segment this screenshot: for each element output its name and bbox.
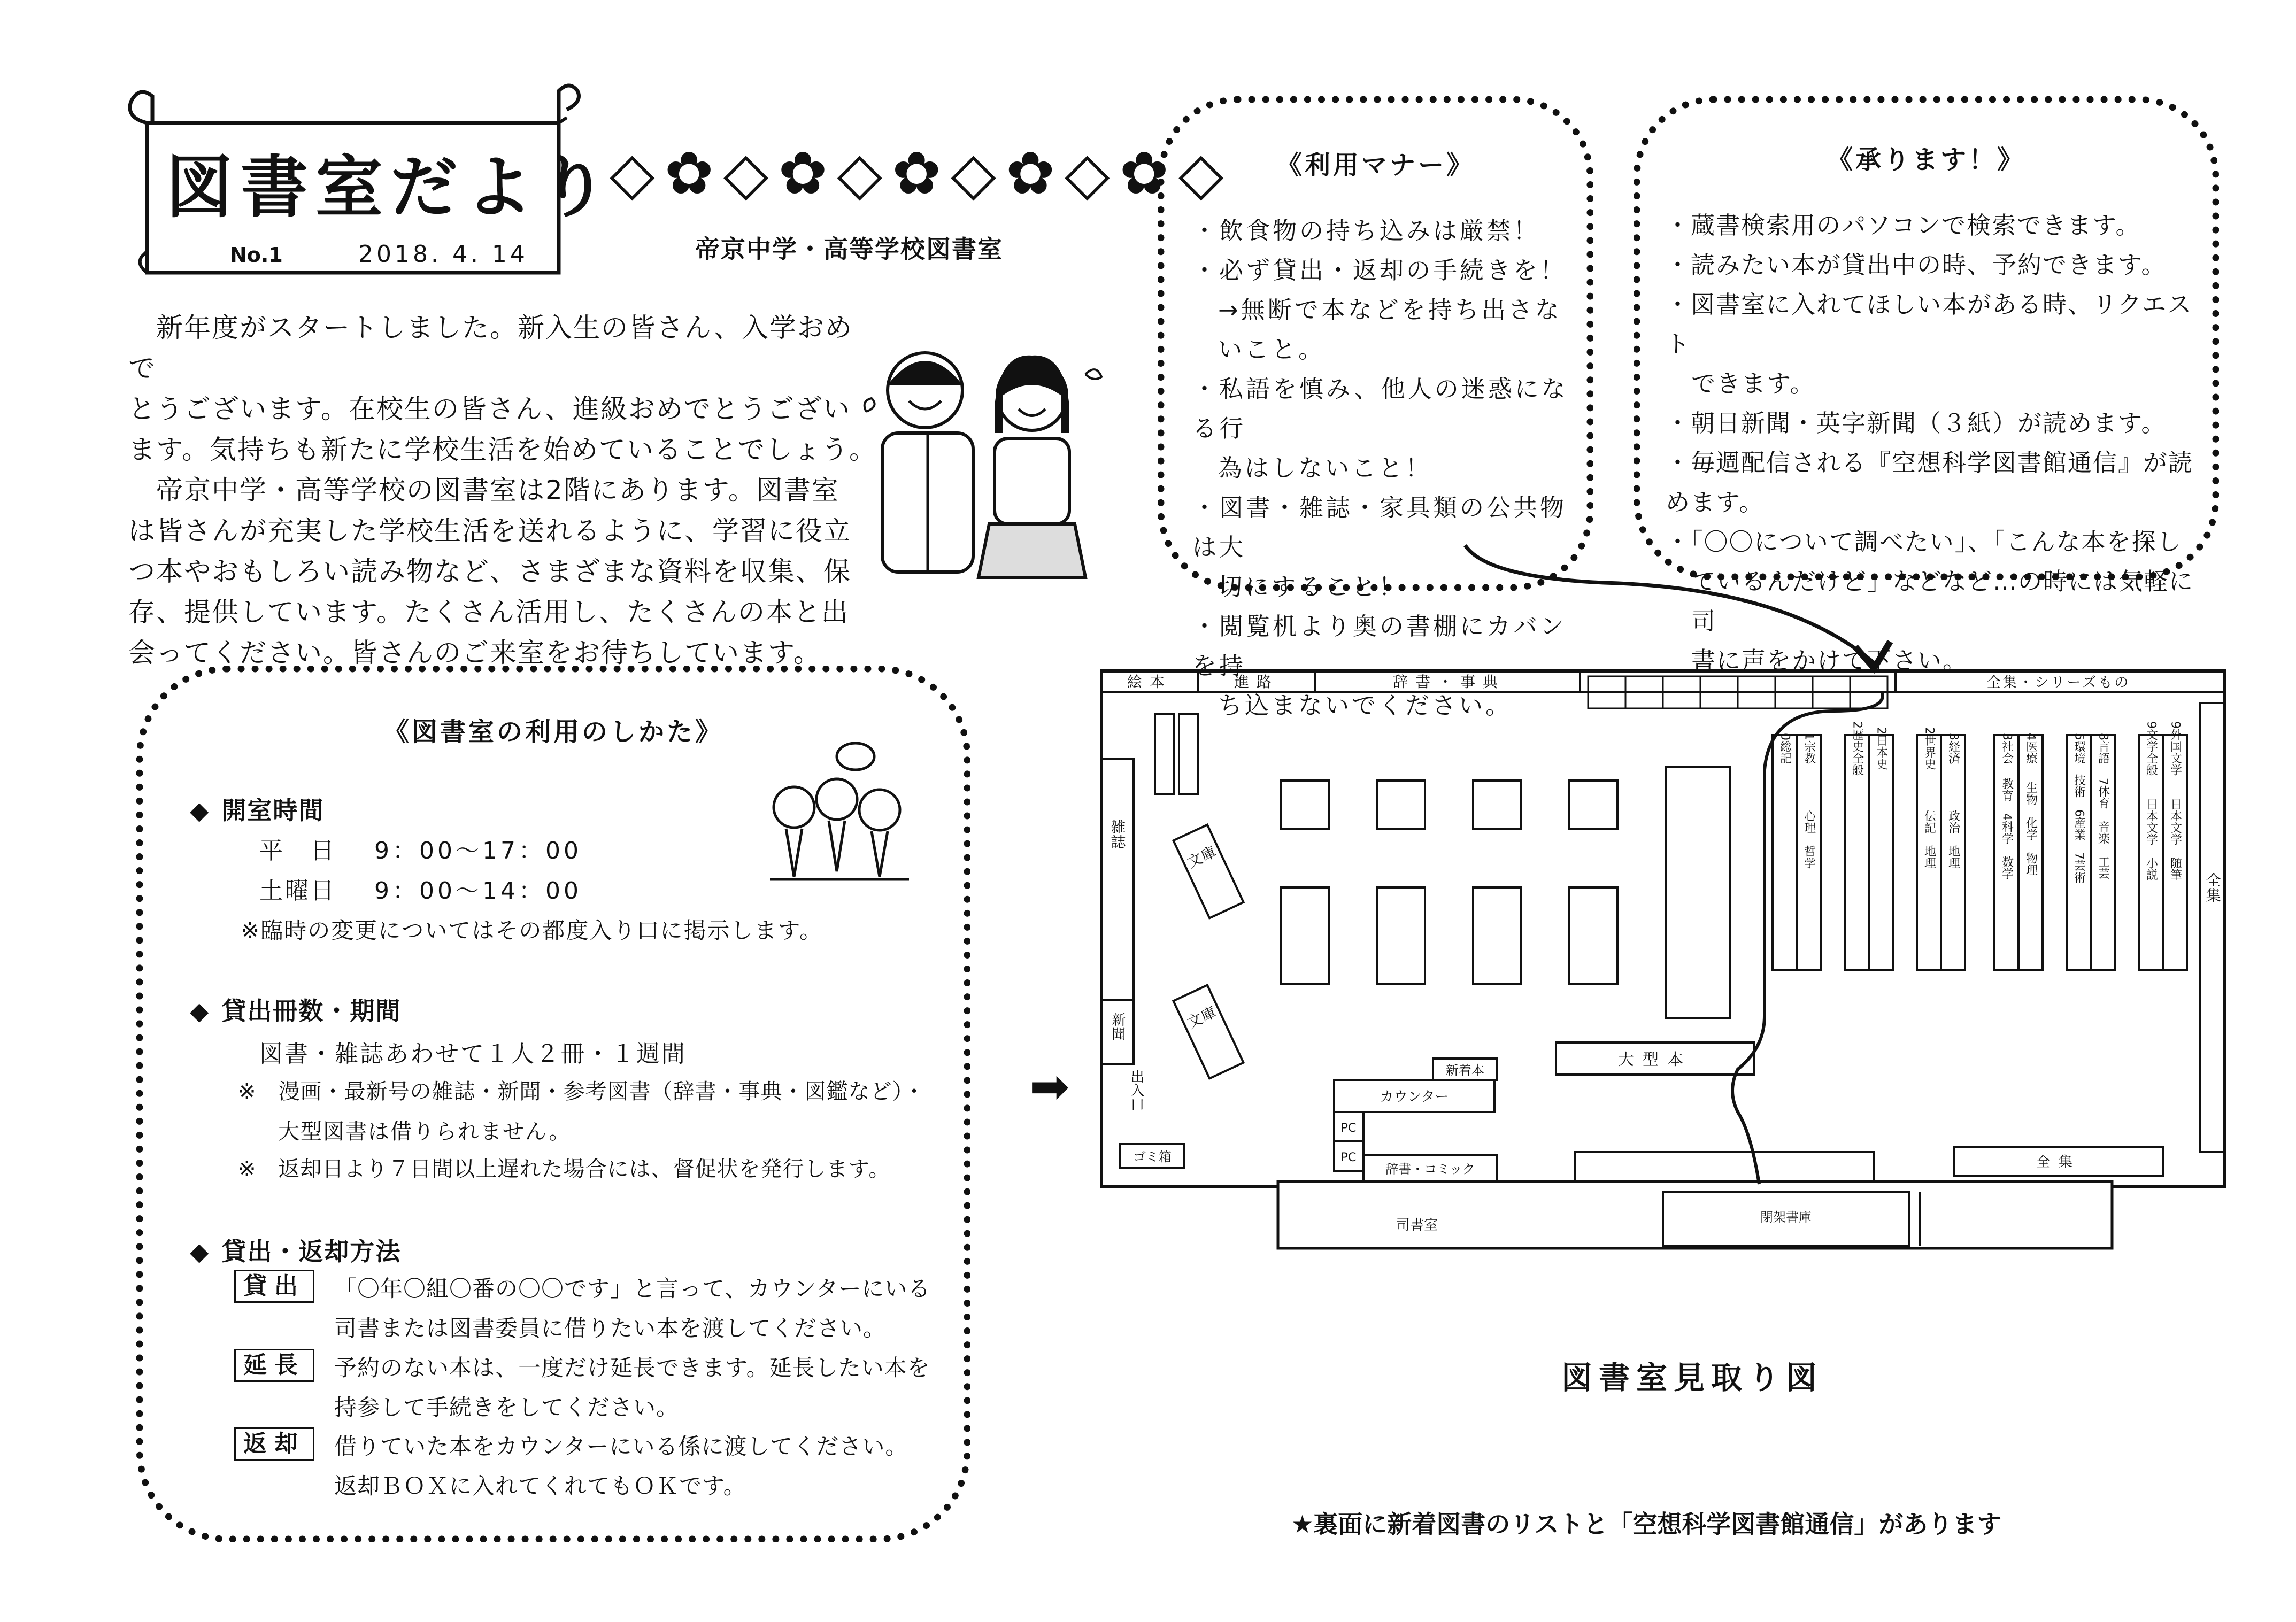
issue-number: No.1 [230,243,283,267]
students-illustration [850,342,1107,588]
extend-tag: 延長 [234,1349,314,1382]
return-line-1: 借りていた本をカウンターにいる係に渡してください。 [334,1433,908,1459]
diamond-bullet-icon: ◆ [190,997,210,1025]
list-item: ・図書・雑誌・家具類の公共物は大 [1192,493,1567,561]
shelf-label: 政治 地理 [1946,810,1960,869]
loan-note-2: ※ 返却日より７日間以上遅れた場合には、督促状を発行します。 [238,1157,891,1181]
map-label-ogata: 大型本 [1618,1051,1692,1069]
diamond-bullet-icon: ◆ [190,1237,210,1266]
shelf-label: 7体育 音楽 工芸 [2096,778,2110,879]
shelf-label: 心理 哲学 [1802,810,1816,869]
loan-note-1a: ※ 漫画・最新号の雑誌・新聞・参考図書（辞書・事典・図鑑など）・ [238,1079,926,1104]
shelf-label: 伝記 地理 [1922,810,1936,869]
method-row-extend [234,1349,314,1382]
list-item: 書に声をかけて下さい。 [1691,646,1968,675]
intro-paragraph: 新年度がスタートしました。新入生の皆さん、入学おめで とうございます。在校生の皆さん、進級おめでとうござい ます。気持ちも新たに学校生活を始めていることでしょう。 帝京中学・高等学校の図書室は2階にあります。図書室 は皆さんが充実した学校生活を送れるように、学習に役立 つ本やおもしろい読み物など、さまざまな資料を収集、保 存、提供しています。たくさん活用し、たくさんの本と出 会ってください。皆さんのご来室をお待ちしています。 [128,312,877,668]
map-label-shinro: 進路 [1234,673,1280,691]
map-label-gomibako: ゴミ箱 [1133,1149,1172,1164]
map-label-iriguchi: 出入口 [1128,1069,1144,1111]
weekday-label: 平 日 [259,837,336,864]
newsletter-title: 図書室だより [166,148,615,227]
map-label-zenshu-series: 全集・シリーズもの [1986,675,2131,691]
usage-title: 《図書室の利用のしかた》 [383,717,723,747]
shelf-label: 教育 4科学 数学 [2000,778,2014,879]
saturday-label: 土曜日 [259,877,336,905]
weekday-time: 9：00～17：00 [374,837,582,864]
shelf-label: 技術 6産業 7芸術 [2072,774,2086,883]
shelf-label: 9外国文学 [2168,721,2182,776]
diamond-bullet-icon: ◆ [190,796,210,825]
list-item: →無断で本などを持ち出さないこと。 [1218,296,1562,364]
saturday-time: 9：00～14：00 [374,877,582,905]
list-item: ているんだけど」などなど…の時には気軽に司 [1691,567,2194,635]
shelf-label: 日本文学－小説 [2144,798,2158,881]
map-label-ehon: 絵本 [1127,673,1173,691]
map-label-zasshi: 雑誌 [1108,819,1127,849]
map-label-counter: カウンター [1380,1089,1449,1105]
list-item: ・飲食物の持ち込みは厳禁！ [1192,217,1540,245]
shelf-label: 5環境 [2072,733,2086,764]
flower-decoration-icon: ◇✿◇✿◇✿◇✿◇✿◇ [610,139,1234,207]
shelf-label: 3経済 [1946,733,1960,764]
list-item: 切にすること！ [1218,573,1406,601]
shelf-label: 生物 化学 物理 [2024,782,2038,876]
loan-limit: 図書・雑誌あわせて１人２冊・１週間 [259,1040,687,1068]
list-item: ・「〇〇について調べたい」、「こんな本を探し [1666,528,2182,556]
list-item: できます。 [1691,369,1815,398]
shelf-label: 2歴史全般 [1850,721,1864,776]
map-label-jisho-jiten: 辞書・事典 [1392,673,1506,691]
method-heading: ◆ 貸出・返却方法 [190,1237,402,1266]
shelf-label: 8言語 [2096,733,2110,764]
kids-illustration [765,738,914,893]
lend-line-2: 司書または図書委員に借りたい本を渡してください。 [334,1315,887,1341]
map-label-pc-1: PC [1340,1122,1357,1135]
manners-title: 《利用マナー》 [1276,150,1475,180]
floor-map [1096,663,2240,1251]
map-label-shinchaku: 新着本 [1446,1063,1484,1078]
map-label-pc-2: PC [1340,1151,1357,1164]
list-item: ・閲覧机より奥の書棚にカバンを持 [1192,612,1567,680]
services-title: 《承ります！》 [1827,145,2025,175]
list-item: ・読みたい本が貸出中の時、予約できます。 [1666,251,2167,279]
map-label-bunko-2: 文庫 [1184,1003,1219,1032]
shelf-label: 1宗教 [1802,733,1816,764]
lend-tag: 貸出 [234,1270,314,1303]
method-row-return [234,1427,314,1461]
hours-heading: ◆ 開室時間 [190,796,325,825]
list-item: 為はしないこと！ [1218,454,1432,482]
list-item: ・朝日新聞・英字新聞（３紙）が読めます。 [1666,409,2167,437]
map-label-jisho-comic: 辞書・コミック [1385,1162,1475,1177]
shelf-label: 9文学全般 [2144,721,2158,776]
shelf-label: 2世界史 [1922,727,1936,770]
extend-line-1: 予約のない本は、一度だけ延長できます。延長したい本を [334,1355,930,1381]
hours-note: ※臨時の変更についてはその都度入り口に掲示します。 [241,917,823,944]
shelf-label: 2日本史 [1874,727,1888,770]
return-tag: 返却 [234,1427,314,1461]
list-item: ち込まないでください。 [1218,691,1513,720]
loan-note-1b: 大型図書は借りられません。 [278,1119,572,1144]
list-item: ・必ず貸出・返却の手続きを！ [1192,256,1567,284]
list-item: ・毎週配信される『空想科学図書館通信』が読めます。 [1666,449,2194,516]
issue-date: 2018. 4. 14 [358,241,528,268]
list-item: ・私語を慎み、他人の迷惑になる行 [1192,375,1568,443]
map-caption: 図書室見取り図 [1561,1360,1824,1396]
return-line-2: 返却ＢＯＸに入れてくれてもＯＫです。 [334,1473,746,1499]
extend-line-2: 持参して手続きをしてください。 [334,1394,680,1420]
map-label-zenshu-right: 全集 [2203,872,2222,902]
shelf-label: 4医療 [2024,733,2038,764]
map-label-shinbun: 新聞 [1110,1013,1126,1040]
shelf-label: 3社会 [2000,733,2014,764]
lend-line-1: 「〇年〇組〇番の〇〇です」と言って、カウンターにいる [334,1276,931,1302]
shelf-label: 0総記 [1778,733,1792,764]
list-item: ・図書室に入れてほしい本がある時、リクエスト [1666,290,2193,358]
loan-heading: ◆ 貸出冊数・期間 [190,997,402,1025]
shelf-label: 日本文学－随筆 [2168,798,2182,881]
map-label-bunko-1: 文庫 [1184,843,1219,872]
map-label-shishoshitsu: 司書室 [1396,1217,1438,1233]
method-row-lend [234,1270,314,1303]
entrance-arrow-icon: ➡ [1029,1059,1070,1115]
school-name: 帝京中学・高等学校図書室 [695,235,1003,264]
footer-note: ★裏面に新着図書のリストと「空想科学図書館通信」があります [1291,1510,2002,1539]
list-item: ・蔵書検索用のパソコンで検索できます。 [1666,211,2141,240]
map-label-heika: 閉架書庫 [1760,1210,1812,1225]
map-label-zenshu-bottom: 全集 [2036,1154,2082,1170]
